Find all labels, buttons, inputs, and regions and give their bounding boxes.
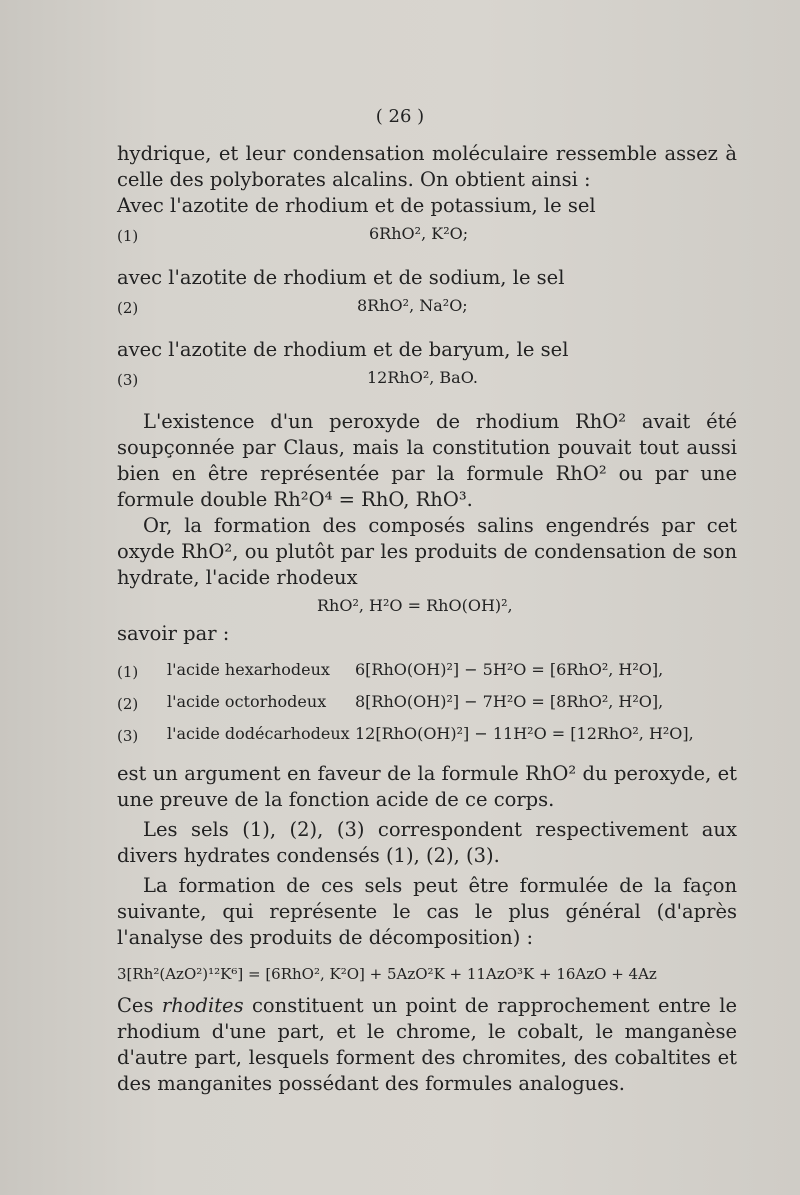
- acid-row: [117, 719, 737, 751]
- formula-2: [117, 291, 737, 323]
- acid-row: [117, 655, 737, 687]
- paragraph-4: avec l'azotite de rhodium et de baryum, le sel: [117, 338, 569, 361]
- hydrate-formula-row: [117, 591, 737, 621]
- savoir-par: savoir par :: [117, 622, 230, 645]
- acid-formula: 12[RhO(OH)²] − 11H²O = [12RhO², H²O],: [355, 724, 694, 743]
- paragraph-10-start: Ces: [117, 994, 154, 1017]
- paragraph-2: Avec l'azotite de rhodium et de potassium, le sel: [117, 194, 596, 217]
- big-equation-row: [117, 959, 737, 993]
- paragraph-3: avec l'azotite de rhodium et de sodium, le sel: [117, 266, 565, 289]
- formula-1: [117, 219, 737, 251]
- acids-list: [117, 655, 737, 751]
- page-body: [117, 141, 737, 1097]
- page-number: ( 26 ): [375, 106, 425, 127]
- formula-3-expression: 12RhO², BaO.: [367, 368, 478, 387]
- paragraph-5: L'existence d'un peroxyde de rhodium RhO² avait été soupçonnée par Claus, mais la constitution pouvait tout aussi bien en être représentée par la formule RhO² ou par une formule double Rh²O⁴ = RhO, RhO³.: [117, 410, 737, 511]
- acid-number: (2): [117, 695, 139, 713]
- paragraph-9: La formation de ces sels peut être formulée de la façon suivante, qui représente le cas le plus général (d'après l'analyse des produits de décomposition) :: [117, 874, 737, 949]
- acid-number: (3): [117, 727, 139, 745]
- acid-number: (1): [117, 663, 139, 681]
- paragraph-7: est un argument en faveur de la formule RhO² du peroxyde, et une preuve de la fonction acide de ce corps.: [117, 762, 737, 811]
- paragraph-10-emphasis: rhodites: [161, 994, 244, 1017]
- acid-name: l'acide octorhodeux: [167, 692, 327, 711]
- paragraph-8: Les sels (1), (2), (3) correspondent respectivement aux divers hydrates condensés (1), (2), (3).: [117, 818, 737, 867]
- formula-1-expression: 6RhO², K²O;: [369, 224, 469, 243]
- acid-name: l'acide dodécarhodeux: [167, 724, 350, 743]
- acid-formula: 8[RhO(OH)²] − 7H²O = [8RhO², H²O],: [355, 692, 664, 711]
- acid-name: l'acide hexarhodeux: [167, 660, 330, 679]
- formula-1-number: (1): [117, 227, 139, 245]
- acid-formula: 6[RhO(OH)²] − 5H²O = [6RhO², H²O],: [355, 660, 664, 679]
- formula-3-number: (3): [117, 371, 139, 389]
- formula-2-expression: 8RhO², Na²O;: [357, 296, 468, 315]
- acid-row: [117, 687, 737, 719]
- paragraph-10: [117, 993, 737, 1097]
- paragraph-1: hydrique, et leur condensation moléculaire ressemble assez à celle des polyborates alcalins. On obtient ainsi :: [117, 142, 737, 191]
- big-equation: 3[Rh²(AzO²)¹²K⁶] = [6RhO², K²O] + 5AzO²K + 11AzO³K + 16AzO + 4Az: [117, 965, 657, 983]
- formula-2-number: (2): [117, 299, 139, 317]
- paragraph-6: Or, la formation des composés salins engendrés par cet oxyde RhO², ou plutôt par les produits de condensation de son hydrate, l'acide rhodeux: [117, 514, 737, 589]
- hydrate-formula: RhO², H²O = RhO(OH)²,: [317, 596, 513, 615]
- formula-3: [117, 363, 737, 395]
- paragraph-10-rest: constituent un point de rapprochement entre le rhodium d'une part, et le chrome, le cobalt, le manganèse d'autre part, lesquels forment des chromites, des cobaltites et des manganites possédant des formules analogues.: [117, 994, 738, 1095]
